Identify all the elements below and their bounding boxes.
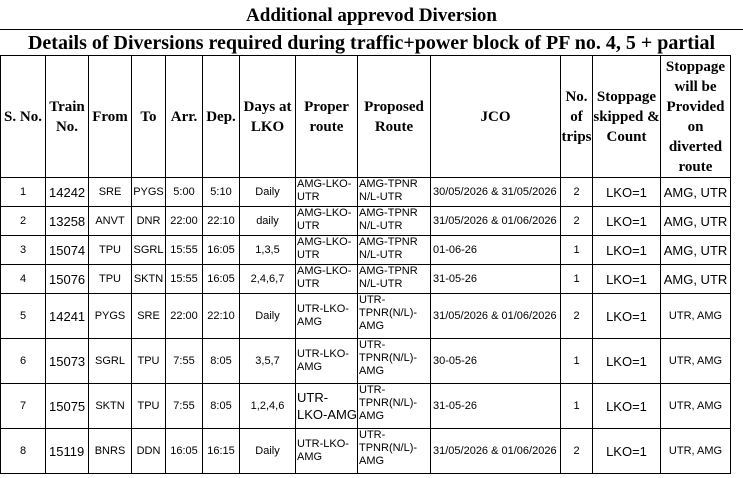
cell-proposed: UTR-TPNR(N/L)-AMG [358,384,431,429]
cell-dep: 16:05 [203,236,240,265]
col-trips: No. of trips [561,56,593,178]
cell-trips: 2 [561,429,593,474]
col-stoppage: Stoppage will be Provided on diverted route [661,56,731,178]
cell-dep: 5:10 [203,178,240,207]
table-row [1,294,731,339]
cell-sno: 3 [1,236,46,265]
cell-dep: 16:05 [203,265,240,294]
cell-proposed: AMG-TPNR N/L-UTR [358,236,431,265]
cell-skipped: LKO=1 [593,294,661,339]
cell-trips: 2 [561,178,593,207]
cell-dep: 8:05 [203,339,240,384]
cell-train: 15076 [46,265,89,294]
cell-trips: 1 [561,384,593,429]
cell-from: PYGS [89,294,132,339]
col-from: From [89,56,132,178]
cell-jco: 31/05/2026 & 01/06/2026 [431,429,561,474]
cell-proper: UTR-LKO-AMG [296,339,358,384]
cell-skipped: LKO=1 [593,178,661,207]
cell-from: TPU [89,236,132,265]
cell-proper: UTR-LKO-AMG [296,384,358,429]
table-row [1,207,731,236]
cell-train: 14241 [46,294,89,339]
cell-sno: 6 [1,339,46,384]
cell-days: Daily [240,429,296,474]
document-title: Additional apprevod Diversion [246,5,497,26]
cell-from: ANVT [89,207,132,236]
cell-dep: 22:10 [203,294,240,339]
cell-stoppage: AMG, UTR [661,178,731,207]
cell-proper: UTR-LKO-AMG [296,294,358,339]
diversion-table [0,55,731,474]
cell-trips: 1 [561,339,593,384]
cell-from: SGRL [89,339,132,384]
cell-days: Daily [240,294,296,339]
col-jco: JCO [431,56,561,178]
col-proper: Proper route [296,56,358,178]
cell-proper: AMG-LKO-UTR [296,265,358,294]
cell-jco: 01-06-26 [431,236,561,265]
cell-sno: 7 [1,384,46,429]
table-row [1,384,731,429]
cell-proposed: UTR-TPNR(N/L)-AMG [358,339,431,384]
cell-trips: 1 [561,236,593,265]
cell-days: daily [240,207,296,236]
cell-from: TPU [89,265,132,294]
title-divider [0,29,743,30]
table-row [1,236,731,265]
cell-to: SKTN [132,265,166,294]
cell-skipped: LKO=1 [593,265,661,294]
cell-dep: 16:15 [203,429,240,474]
col-days: Days at LKO [240,56,296,178]
cell-arr: 7:55 [166,339,203,384]
cell-train: 14242 [46,178,89,207]
col-dep: Dep. [203,56,240,178]
cell-stoppage: AMG, UTR [661,236,731,265]
cell-arr: 15:55 [166,265,203,294]
cell-skipped: LKO=1 [593,429,661,474]
cell-train: 13258 [46,207,89,236]
cell-train: 15119 [46,429,89,474]
cell-jco: 31-05-26 [431,384,561,429]
cell-from: SKTN [89,384,132,429]
cell-stoppage: AMG, UTR [661,207,731,236]
cell-stoppage: UTR, AMG [661,294,731,339]
cell-stoppage: AMG, UTR [661,265,731,294]
cell-train: 15073 [46,339,89,384]
cell-from: SRE [89,178,132,207]
cell-jco: 31-05-26 [431,265,561,294]
cell-arr: 22:00 [166,294,203,339]
cell-jco: 30/05/2026 & 31/05/2026 [431,178,561,207]
cell-train: 15075 [46,384,89,429]
cell-proposed: AMG-TPNR N/L-UTR [358,265,431,294]
cell-stoppage: UTR, AMG [661,339,731,384]
table-row [1,339,731,384]
cell-skipped: LKO=1 [593,339,661,384]
cell-proposed: AMG-TPNR N/L-UTR [358,207,431,236]
table-row [1,429,731,474]
cell-from: BNRS [89,429,132,474]
cell-to: SGRL [132,236,166,265]
cell-trips: 2 [561,294,593,339]
cell-jco: 31/05/2026 & 01/06/2026 [431,294,561,339]
col-train: Train No. [46,56,89,178]
col-sno: S. No. [1,56,46,178]
cell-proper: AMG-LKO-UTR [296,178,358,207]
col-arr: Arr. [166,56,203,178]
cell-sno: 1 [1,178,46,207]
cell-dep: 8:05 [203,384,240,429]
cell-trips: 2 [561,207,593,236]
cell-to: PYGS [132,178,166,207]
cell-skipped: LKO=1 [593,236,661,265]
document-subtitle: Details of Diversions required during traffic+power block of PF no. 4, 5 + partial [27,32,716,54]
col-skipped: Stoppage skipped & Count [593,56,661,178]
cell-arr: 5:00 [166,178,203,207]
col-to: To [132,56,166,178]
cell-to: SRE [132,294,166,339]
cell-proper: AMG-LKO-UTR [296,207,358,236]
table-row [1,178,731,207]
cell-to: TPU [132,339,166,384]
cell-sno: 4 [1,265,46,294]
cell-proposed: UTR-TPNR(N/L)-AMG [358,294,431,339]
cell-skipped: LKO=1 [593,384,661,429]
cell-sno: 8 [1,429,46,474]
cell-stoppage: UTR, AMG [661,429,731,474]
cell-proper: UTR-LKO-AMG [296,429,358,474]
page-cutoff [0,474,743,478]
cell-arr: 22:00 [166,207,203,236]
cell-to: TPU [132,384,166,429]
cell-days: 1,3,5 [240,236,296,265]
col-proposed: Proposed Route [358,56,431,178]
cell-skipped: LKO=1 [593,207,661,236]
cell-train: 15074 [46,236,89,265]
cell-arr: 7:55 [166,384,203,429]
cell-stoppage: UTR, AMG [661,384,731,429]
cell-jco: 30-05-26 [431,339,561,384]
cell-sno: 5 [1,294,46,339]
cell-to: DDN [132,429,166,474]
cell-dep: 22:10 [203,207,240,236]
cell-arr: 15:55 [166,236,203,265]
header-row [1,56,731,178]
cell-sno: 2 [1,207,46,236]
cell-days: Daily [240,178,296,207]
cell-days: 3,5,7 [240,339,296,384]
cell-proper: AMG-LKO-UTR [296,236,358,265]
cell-proposed: UTR-TPNR(N/L)-AMG [358,429,431,474]
cell-trips: 1 [561,265,593,294]
cell-to: DNR [132,207,166,236]
cell-proposed: AMG-TPNR N/L-UTR [358,178,431,207]
table-row [1,265,731,294]
cell-days: 1,2,4,6 [240,384,296,429]
cell-arr: 16:05 [166,429,203,474]
cell-jco: 31/05/2026 & 01/06/2026 [431,207,561,236]
cell-days: 2,4,6,7 [240,265,296,294]
